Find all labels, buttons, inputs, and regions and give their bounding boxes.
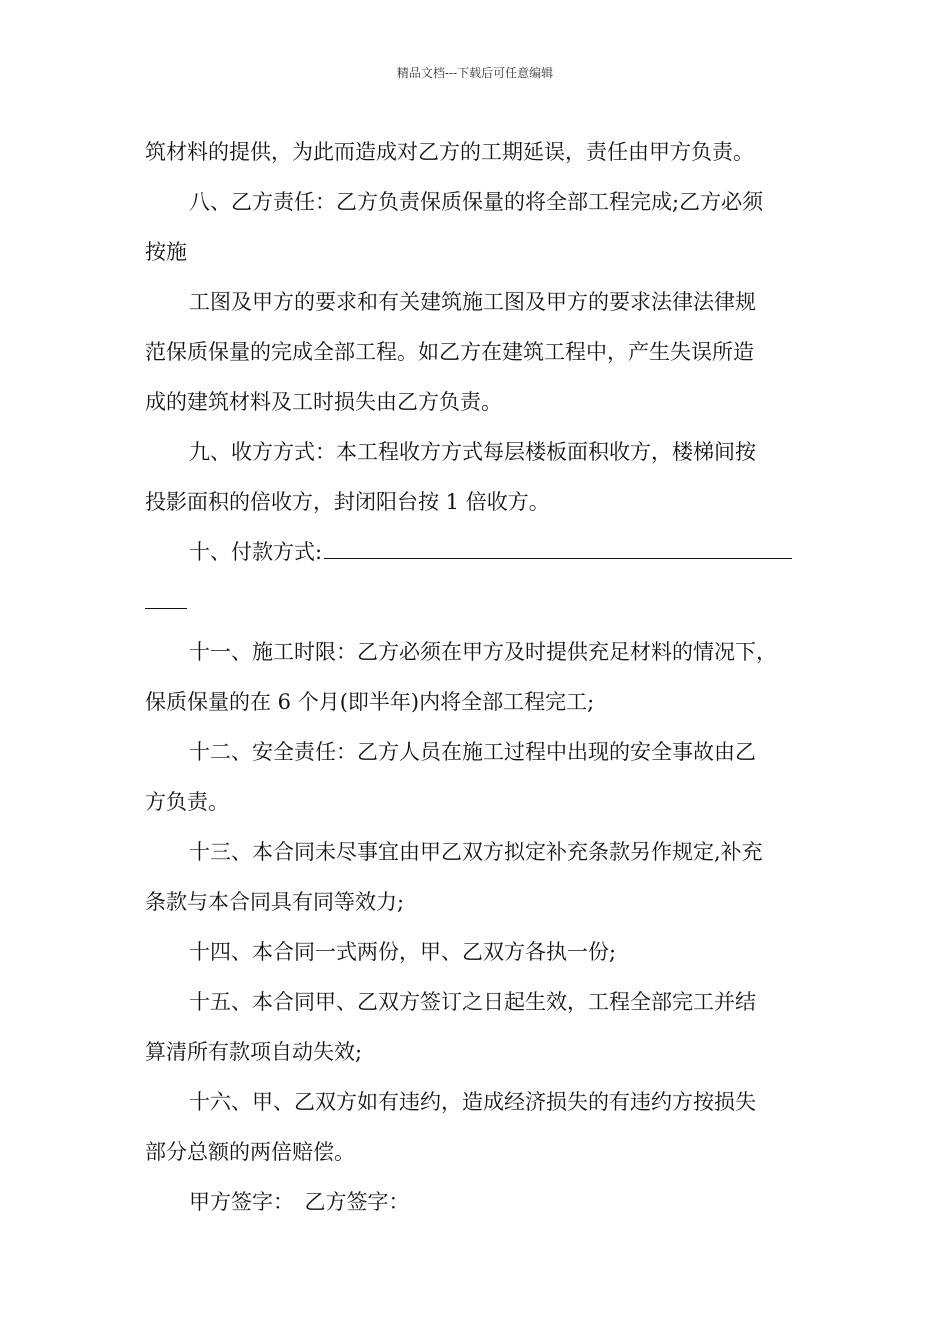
text-line: 成的建筑材料及工时损失由乙方负责。 <box>145 390 502 414</box>
text-line: 筑材料的提供，为此而造成对乙方的工期延误，责任由甲方负责。 <box>145 140 754 164</box>
text-line: 条款与本合同具有同等效力; <box>145 890 405 914</box>
text-line: 工图及甲方的要求和有关建筑施工图及甲方的要求法律法律规 <box>189 290 756 314</box>
text-line: 八、乙方责任：乙方负责保质保量的将全部工程完成;乙方必须 <box>189 190 764 214</box>
text-line: 保质保量的在 6 个月(即半年)内将全部工程完工; <box>145 690 595 714</box>
page-header: 精品文档---下载后可任意编辑 <box>396 66 554 80</box>
text-line: 范保质保量的完成全部工程。如乙方在建筑工程中，产生失误所造 <box>145 340 754 364</box>
payment-method-blank <box>324 538 792 559</box>
payment-method-line <box>145 527 810 577</box>
text-line: 十五、本合同甲、乙双方签订之日起生效，工程全部完工并结 <box>189 990 756 1014</box>
text-line: 部分总额的两倍赔偿。 <box>145 1140 355 1164</box>
text-line: 九、收方方式：本工程收方方式每层楼板面积收方，楼梯间按 <box>189 440 756 464</box>
text-line: 十六、甲、乙双方如有违约，造成经济损失的有违约方按损失 <box>189 1090 756 1114</box>
text-line: 十三、本合同未尽事宜由甲乙双方拟定补充条款另作规定,补充 <box>189 840 763 864</box>
text-line: 按施 <box>145 240 187 264</box>
payment-method-label: 十、付款方式: <box>189 540 323 564</box>
text-line: 算清所有款项自动失效; <box>145 1040 363 1064</box>
text-line: 十四、本合同一式两份，甲、乙双方各执一份; <box>189 940 617 964</box>
text-line: 十二、安全责任：乙方人员在施工过程中出现的安全事故由乙 <box>189 740 756 764</box>
payment-method-blank-continued <box>145 577 810 627</box>
payment-method-blank-tail <box>145 588 187 609</box>
text-line: 十一、施工时限：乙方必须在甲方及时提供充足材料的情况下， <box>189 640 777 664</box>
document-body <box>145 127 810 1227</box>
signature-line: 甲方签字： 乙方签字： <box>189 1190 410 1214</box>
text-line: 投影面积的倍收方，封闭阳台按 1 倍收方。 <box>145 490 550 514</box>
text-line: 方负责。 <box>145 790 229 814</box>
